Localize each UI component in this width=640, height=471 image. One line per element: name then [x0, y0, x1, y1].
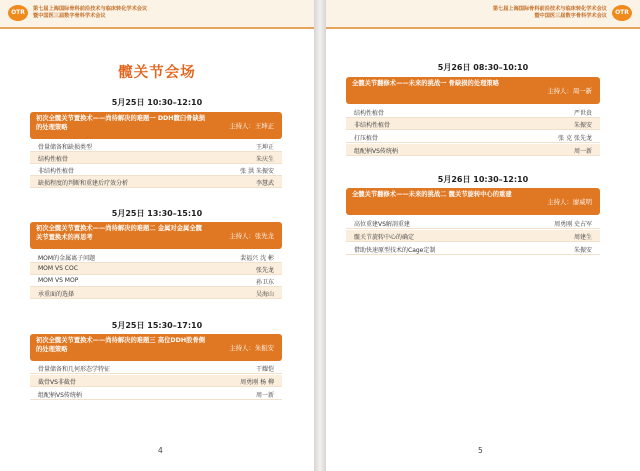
talk-topic: 髋关节旋转中心的确定 — [354, 234, 415, 241]
talk-topic: 结构性植骨 — [38, 156, 69, 163]
talk-speaker: 裴福兴 沈 彬 — [240, 255, 274, 262]
talk-topic: 截骨VS非截骨 — [38, 379, 76, 386]
conference-name — [33, 6, 147, 20]
talk-speaker: 朱振安 — [573, 122, 592, 129]
page-header — [0, 0, 314, 29]
page-title: 髋关节会场 — [118, 65, 196, 81]
conference-line-1: 第七届上海国际骨科前沿技术与临床转化学术会议 — [492, 6, 607, 12]
talk-topic: 组配柄VS传统柄 — [354, 148, 398, 155]
talk-topic: 高位重建VS解剖重建 — [354, 221, 410, 228]
talk-speaker: 周勇刚 史占军 — [554, 221, 592, 228]
talk-speaker: 严世贵 — [573, 110, 592, 117]
page-number: 4 — [158, 446, 163, 455]
table-row — [346, 217, 600, 229]
table-row — [346, 230, 600, 242]
table-row — [346, 131, 600, 143]
table-row — [346, 106, 600, 118]
page-header — [326, 0, 640, 29]
talk-speaker: 周勇刚 杨 柳 — [240, 379, 274, 386]
session-host: 主持人：周一新 — [547, 87, 592, 95]
talk-speaker: 张 洪 朱振安 — [240, 168, 274, 175]
session-time: 5月25日 10:30–12:10 — [111, 98, 203, 107]
talk-speaker: 孙卫东 — [255, 279, 274, 286]
talk-topic: 非结构性植骨 — [38, 168, 75, 175]
session-host: 主持人：朱振安 — [229, 344, 274, 352]
table-row — [30, 362, 282, 374]
page-gutter — [314, 0, 326, 471]
table-row — [30, 287, 282, 299]
table-row — [30, 375, 282, 387]
session-host: 主持人：王坤正 — [229, 122, 274, 130]
talk-topic: 借助快速原型技术的Cage定制 — [354, 247, 436, 254]
table-row — [346, 243, 600, 255]
talk-topic: 骨量储备和缺损类型 — [38, 144, 93, 151]
table-row — [30, 251, 282, 263]
table-row — [30, 140, 282, 152]
left-page — [0, 0, 314, 471]
talk-speaker: 李慧武 — [255, 180, 274, 187]
talk-topic: 打压植骨 — [354, 135, 379, 142]
talk-speaker: 朱庆生 — [255, 156, 274, 163]
talk-speaker: 干耀恺 — [255, 366, 274, 373]
talk-speaker: 吴海山 — [255, 291, 274, 298]
session-title: 初次全髋关节置换术——尚待解决的难题二 金属对金属全髋关节置换术的再思考 — [36, 225, 202, 241]
talk-topic: 缺损程度的判断和重建后疗效分析 — [38, 180, 129, 187]
conference-line-1: 第七届上海国际骨科前沿技术与临床转化学术会议 — [33, 6, 148, 12]
talk-topic: 组配柄VS传统柄 — [38, 392, 82, 399]
conference-logo: OTR — [8, 5, 28, 21]
table-row — [30, 263, 282, 275]
talk-topic: 非结构性植骨 — [354, 122, 391, 129]
talk-speaker: 周一新 — [573, 148, 592, 155]
session-header — [30, 222, 282, 249]
talk-topic: 结构性植骨 — [354, 110, 385, 117]
talk-topic: MOM VS COC — [38, 265, 78, 272]
session-title: 初次全髋关节置换术——尚待解决的难题一 DDH髋臼骨缺损的处理策略 — [36, 115, 206, 131]
table-row — [346, 144, 600, 156]
session-title: 全髋关节翻修术——未来的挑战一 骨缺损的处理策略 — [352, 80, 500, 87]
conference-line-2: 暨中国医三届数字骨科学术会议 — [33, 13, 106, 19]
session-time: 5月25日 13:30–15:10 — [111, 209, 203, 218]
right-page — [326, 0, 640, 471]
talk-topic: 骨量储备和几何形态学特征 — [38, 366, 111, 373]
session-header — [30, 112, 282, 139]
session-header — [346, 188, 600, 215]
talk-speaker: 周一新 — [255, 392, 274, 399]
session-title: 初次全髋关节置换术——尚待解决的难题三 高位DDH股骨侧的处理策略 — [36, 337, 206, 353]
page-number: 5 — [478, 446, 483, 455]
conference-logo: OTR — [612, 5, 632, 21]
header-divider — [0, 27, 314, 29]
talk-speaker: 张先龙 — [255, 267, 274, 274]
table-row — [30, 388, 282, 400]
header-divider — [326, 27, 640, 29]
session-header — [346, 77, 600, 104]
talk-topic: MOM的金属离子问题 — [38, 255, 96, 262]
session-time: 5月26日 08:30–10:10 — [437, 63, 529, 72]
table-row — [30, 275, 282, 287]
table-row — [30, 176, 282, 188]
conference-name — [493, 6, 607, 20]
talk-speaker: 朱振安 — [573, 247, 592, 254]
talk-speaker: 周建生 — [573, 234, 592, 241]
table-row — [30, 152, 282, 164]
session-time: 5月25日 15:30–17:10 — [111, 321, 203, 330]
session-header — [30, 334, 282, 361]
session-host: 主持人：张先龙 — [229, 232, 274, 240]
talk-topic: MOM VS MOP — [38, 277, 79, 284]
talk-topic: 承重面的选择 — [38, 291, 75, 298]
talk-speaker: 王坤正 — [255, 144, 274, 151]
session-time: 5月26日 10:30–12:10 — [437, 175, 529, 184]
table-row — [346, 118, 600, 130]
session-host: 主持人：廖威明 — [547, 198, 592, 206]
talk-speaker: 张 克 张先龙 — [558, 135, 592, 142]
conference-line-2: 暨中国医三届数字骨科学术会议 — [534, 13, 607, 19]
session-title: 全髋关节翻修术——未来的挑战二 髋关节旋转中心的重建 — [352, 191, 512, 198]
table-row — [30, 164, 282, 176]
